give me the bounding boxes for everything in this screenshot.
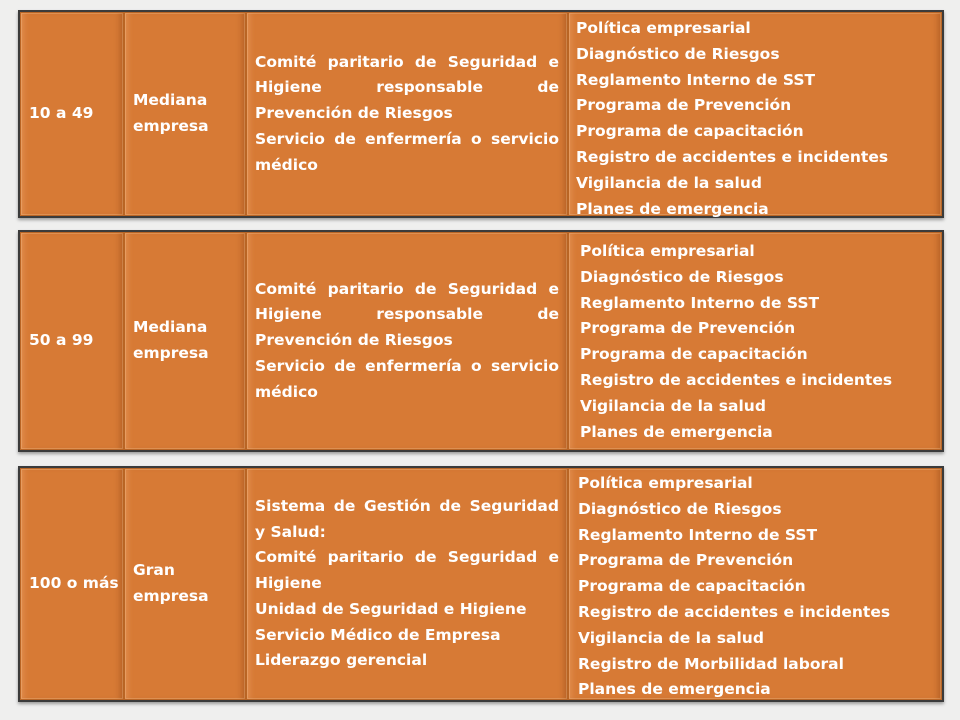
table-row xyxy=(18,230,944,452)
company-type: Mediana empresa xyxy=(133,318,209,362)
requirement-item: Servicio Médico de Empresa xyxy=(255,625,501,644)
instrument-item: Diagnóstico de Riesgos xyxy=(578,499,782,518)
instrument-item: Programa de capacitación xyxy=(580,345,808,364)
requirement-item: Sistema de Gestión de Seguridad y Salud: xyxy=(255,496,559,541)
instruments-cell xyxy=(568,468,942,700)
instruments-list xyxy=(576,16,888,222)
company-type-cell xyxy=(124,468,246,700)
requirement-item: Liderazgo gerencial xyxy=(255,651,428,670)
instrument-item: Planes de emergencia xyxy=(576,199,769,218)
instrument-item: Programa de Prevención xyxy=(576,96,792,115)
instrument-item: Vigilancia de la salud xyxy=(578,628,764,647)
instrument-item: Reglamento Interno de SST xyxy=(578,525,818,544)
table-row xyxy=(18,466,944,702)
requirements-list xyxy=(255,277,559,406)
requirements-list xyxy=(255,50,559,179)
instruments-cell xyxy=(568,12,942,216)
requirement-item: Servicio de enfermería o servicio médico xyxy=(255,356,559,401)
requirement-item: Servicio de enfermería o servicio médico xyxy=(255,129,559,174)
requirements-cell xyxy=(246,12,568,216)
instrument-item: Planes de emergencia xyxy=(578,680,771,699)
instrument-item: Programa de capacitación xyxy=(578,577,806,596)
instrument-item: Política empresarial xyxy=(580,242,755,260)
instrument-item: Registro de accidentes e incidentes xyxy=(578,602,891,621)
instrument-item: Programa de capacitación xyxy=(576,122,804,141)
requirements-list xyxy=(255,494,559,675)
instruments-list xyxy=(580,239,892,445)
instruments-cell xyxy=(568,232,942,450)
instrument-item: Diagnóstico de Riesgos xyxy=(580,267,784,286)
company-size-cell xyxy=(20,12,124,216)
instrument-item: Registro de accidentes e incidentes xyxy=(580,370,893,389)
instrument-item: Diagnóstico de Riesgos xyxy=(576,44,780,63)
company-size: 50 a 99 xyxy=(29,331,94,350)
table-row xyxy=(18,10,944,218)
instruments-list xyxy=(578,471,890,703)
instrument-item: Registro de Morbilidad laboral xyxy=(578,654,844,673)
requirement-item: Unidad de Seguridad e Higiene xyxy=(255,599,527,618)
instrument-item: Reglamento Interno de SST xyxy=(580,293,820,312)
requirement-item: Comité paritario de Seguridad e Higiene responsable de Prevención de Riesgos xyxy=(255,52,559,123)
instrument-item: Vigilancia de la salud xyxy=(576,173,762,192)
company-size-cell xyxy=(20,468,124,700)
instrument-item: Política empresarial xyxy=(576,19,751,37)
instrument-item: Programa de Prevención xyxy=(580,319,796,338)
instrument-item: Reglamento Interno de SST xyxy=(576,70,816,89)
requirements-cell xyxy=(246,232,568,450)
instrument-item: Política empresarial xyxy=(578,474,753,492)
company-type-cell xyxy=(124,232,246,450)
company-type-cell xyxy=(124,12,246,216)
instrument-item: Registro de accidentes e incidentes xyxy=(576,147,889,166)
instrument-item: Vigilancia de la salud xyxy=(580,396,766,415)
instrument-item: Programa de Prevención xyxy=(578,551,794,570)
company-type: Mediana empresa xyxy=(133,91,209,135)
requirements-cell xyxy=(246,468,568,700)
requirement-item: Comité paritario de Seguridad e Higiene xyxy=(255,548,559,593)
company-size: 10 a 49 xyxy=(29,104,94,123)
company-type: Gran empresa xyxy=(133,561,209,605)
instrument-item: Planes de emergencia xyxy=(580,422,773,441)
company-size: 100 o más xyxy=(29,574,119,593)
requirement-item: Comité paritario de Seguridad e Higiene responsable de Prevención de Riesgos xyxy=(255,279,559,350)
company-size-cell xyxy=(20,232,124,450)
